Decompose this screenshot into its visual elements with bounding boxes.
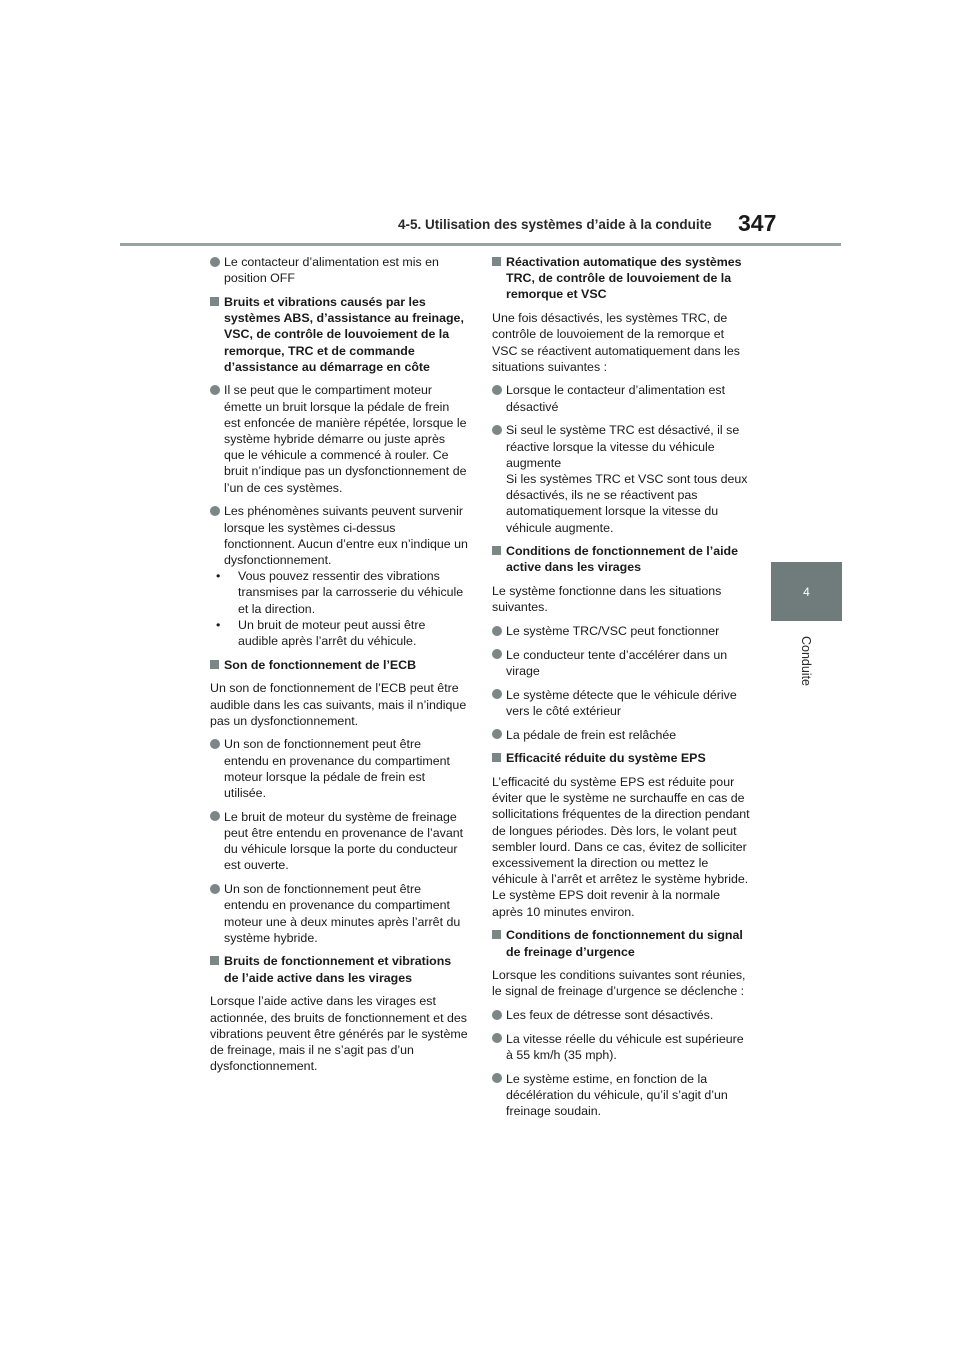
- item-text: Le système TRC/VSC peut fonctionner: [506, 624, 720, 639]
- item-text: La pédale de frein est relâchée: [506, 727, 677, 742]
- item-text: Son de fonctionnement de l’ECB: [224, 657, 417, 672]
- bullet-item: [492, 1031, 750, 1063]
- circle-bullet-icon: [492, 1010, 502, 1020]
- section-heading: [210, 657, 468, 673]
- bullet-item: [492, 647, 750, 679]
- square-heading-icon: [492, 753, 501, 762]
- item-text: Le système détecte que le véhicule dérive vers le côté extérieur: [506, 687, 737, 718]
- chapter-number: 4: [803, 584, 810, 599]
- item-text: Les feux de détresse sont désactivés.: [506, 1008, 714, 1023]
- item-text: Le contacteur d’alimentation est mis en position OFF: [224, 255, 439, 286]
- item-text: Un son de fonctionnement peut être entendu en provenance du compartiment moteur lorsque la pédale de frein est utilisée.: [224, 737, 450, 801]
- paragraph: [492, 967, 750, 999]
- section-heading: [492, 543, 750, 575]
- circle-bullet-icon: [492, 385, 502, 395]
- circle-bullet-icon: [210, 811, 220, 821]
- item-extra-text: Si les systèmes TRC et VSC sont tous deux désactivés, ils ne se réactivent pas automatiquement lorsque la vitesse du véhicule augmente.: [506, 471, 748, 535]
- item-text: Le système estime, en fonction de la décélération du véhicule, qu’il s’agit d’un freinage soudain.: [506, 1071, 728, 1119]
- item-text: Un son de fonctionnement de l’ECB peut être audible dans les cas suivants, mais il n’indique pas un dysfonctionnement.: [210, 681, 467, 728]
- item-text: Le bruit de moteur du système de freinage peut être entendu en provenance de l’avant du véhicule lorsque la porte du conducteur est ouverte.: [224, 809, 464, 873]
- section-heading: [492, 927, 750, 959]
- square-heading-icon: [492, 930, 501, 939]
- header-divider: [120, 243, 841, 246]
- item-text: Lorsque le contacteur d’alimentation est désactivé: [506, 383, 726, 414]
- item-text: Réactivation automatique des systèmes TRC, de contrôle de louvoiement de la remorque et VSC: [506, 255, 742, 302]
- item-text: La vitesse réelle du véhicule est supérieure à 55 km/h (35 mph).: [506, 1031, 744, 1063]
- dash-bullet-icon: •: [216, 617, 221, 632]
- section-heading: [492, 750, 750, 766]
- section-heading: [210, 953, 468, 985]
- circle-bullet-icon: [492, 1073, 502, 1083]
- paragraph: [492, 310, 750, 375]
- square-heading-icon: [492, 546, 501, 555]
- circle-bullet-icon: [492, 626, 502, 636]
- circle-bullet-icon: [492, 1033, 502, 1043]
- circle-bullet-icon: [210, 884, 220, 894]
- square-heading-icon: [492, 257, 501, 266]
- circle-bullet-icon: [210, 257, 220, 267]
- section-heading: [210, 294, 468, 375]
- dash-item-text: Vous pouvez ressentir des vibrations transmises par la carrosserie du véhicule et la direction.: [238, 569, 464, 616]
- item-text: Une fois désactivés, les systèmes TRC, de contrôle de louvoiement de la remorque et VSC se réactivent automatiquement dans les situations suivantes :: [492, 311, 740, 374]
- item-text: Bruits et vibrations causés par les systèmes ABS, d’assistance au freinage, VSC, de contrôle de louvoiement de la remorque, TRC et de commande d’assistance au démarrage en côte: [224, 294, 464, 374]
- dash-bullet-icon: •: [216, 569, 221, 584]
- paragraph: [492, 774, 750, 920]
- right-column: [492, 254, 750, 1127]
- chapter-tab: [771, 562, 842, 621]
- bullet-item: [210, 881, 468, 946]
- item-text: Bruits de fonctionnement et vibrations de l’aide active dans les virages: [224, 954, 452, 985]
- circle-bullet-icon: [492, 425, 502, 435]
- bullet-item: [492, 623, 750, 639]
- paragraph: [492, 583, 750, 615]
- page-number: 347: [738, 210, 777, 236]
- item-text: Lorsque l’aide active dans les virages est actionnée, des bruits de fonctionnement et des vibrations peuvent être générés par le système de freinage, mais il ne s’agit pas d’un dysfonctionnement.: [210, 994, 468, 1074]
- bullet-item: [492, 382, 750, 414]
- square-heading-icon: [210, 956, 219, 965]
- item-text: Le conducteur tente d’accélérer dans un virage: [506, 647, 728, 678]
- bullet-item: [492, 727, 750, 743]
- header-title: 4-5. Utilisation des systèmes d’aide à la conduite: [398, 217, 712, 232]
- item-text: Il se peut que le compartiment moteur émette un bruit lorsque la pédale de frein est enfoncée de manière répétée, lorsque le système hybride démarre ou juste après que le véhicule a commencé à rouler. Ce bruit n’indique pas un dysfonctionnement de l’un de ces systèmes.: [224, 383, 467, 495]
- paragraph: [210, 993, 468, 1074]
- bullet-item: [492, 1071, 750, 1120]
- dash-list-item: [216, 568, 468, 617]
- chapter-label: [776, 631, 836, 691]
- item-text: Si seul le système TRC est désactivé, il se réactive lorsque la vitesse du véhicule augmente: [506, 423, 740, 470]
- bullet-item: [210, 382, 468, 495]
- circle-bullet-icon: [210, 385, 220, 395]
- item-text: Conditions de fonctionnement du signal de freinage d’urgence: [506, 928, 743, 959]
- bullet-item: [210, 809, 468, 874]
- item-text: Lorsque les conditions suivantes sont réunies, le signal de freinage d’urgence se déclenche :: [492, 968, 746, 999]
- dash-item-text: Un bruit de moteur peut aussi être audible après l’arrêt du véhicule.: [238, 617, 426, 648]
- circle-bullet-icon: [210, 506, 220, 516]
- item-text: Efficacité réduite du système EPS: [506, 751, 706, 766]
- square-heading-icon: [210, 297, 219, 306]
- dash-list: [216, 568, 468, 649]
- bullet-item: [492, 1007, 750, 1023]
- dash-list-item: [216, 617, 468, 649]
- bullet-item: [492, 687, 750, 719]
- circle-bullet-icon: [210, 739, 220, 749]
- item-text: Conditions de fonctionnement de l’aide active dans les virages: [506, 544, 738, 575]
- bullet-item: [210, 254, 468, 286]
- section-heading: [492, 254, 750, 303]
- bullet-item: [492, 422, 750, 535]
- square-heading-icon: [210, 660, 219, 669]
- item-text: L’efficacité du système EPS est réduite pour éviter que le système ne surchauffe en cas de sollicitations fréquentes de la direction pendant de longues périodes. Dès lors, le volant peut sembler lourd. Dans ce cas, évitez de solliciter excessivement la direction ou mettez le véhicule à l’arrêt et arrêtez le système hybride. Le système EPS doit revenir à la normale après 10 minutes environ.: [492, 774, 750, 919]
- bullet-item: [210, 736, 468, 801]
- bullet-item: [210, 503, 468, 649]
- left-column: [210, 254, 468, 1082]
- paragraph: [210, 680, 468, 729]
- chapter-label-text: Conduite: [798, 635, 813, 687]
- circle-bullet-icon: [492, 689, 502, 699]
- circle-bullet-icon: [492, 649, 502, 659]
- item-text: Les phénomènes suivants peuvent survenir lorsque les systèmes ci-dessus fonctionnent. Aucun d’entre eux n’indique un dysfonctionnement.: [224, 504, 468, 567]
- circle-bullet-icon: [492, 729, 502, 739]
- item-text: Un son de fonctionnement peut être entendu en provenance du compartiment moteur une à deux minutes après l’arrêt du système hybride.: [224, 882, 461, 945]
- item-text: Le système fonctionne dans les situations suivantes.: [492, 584, 722, 615]
